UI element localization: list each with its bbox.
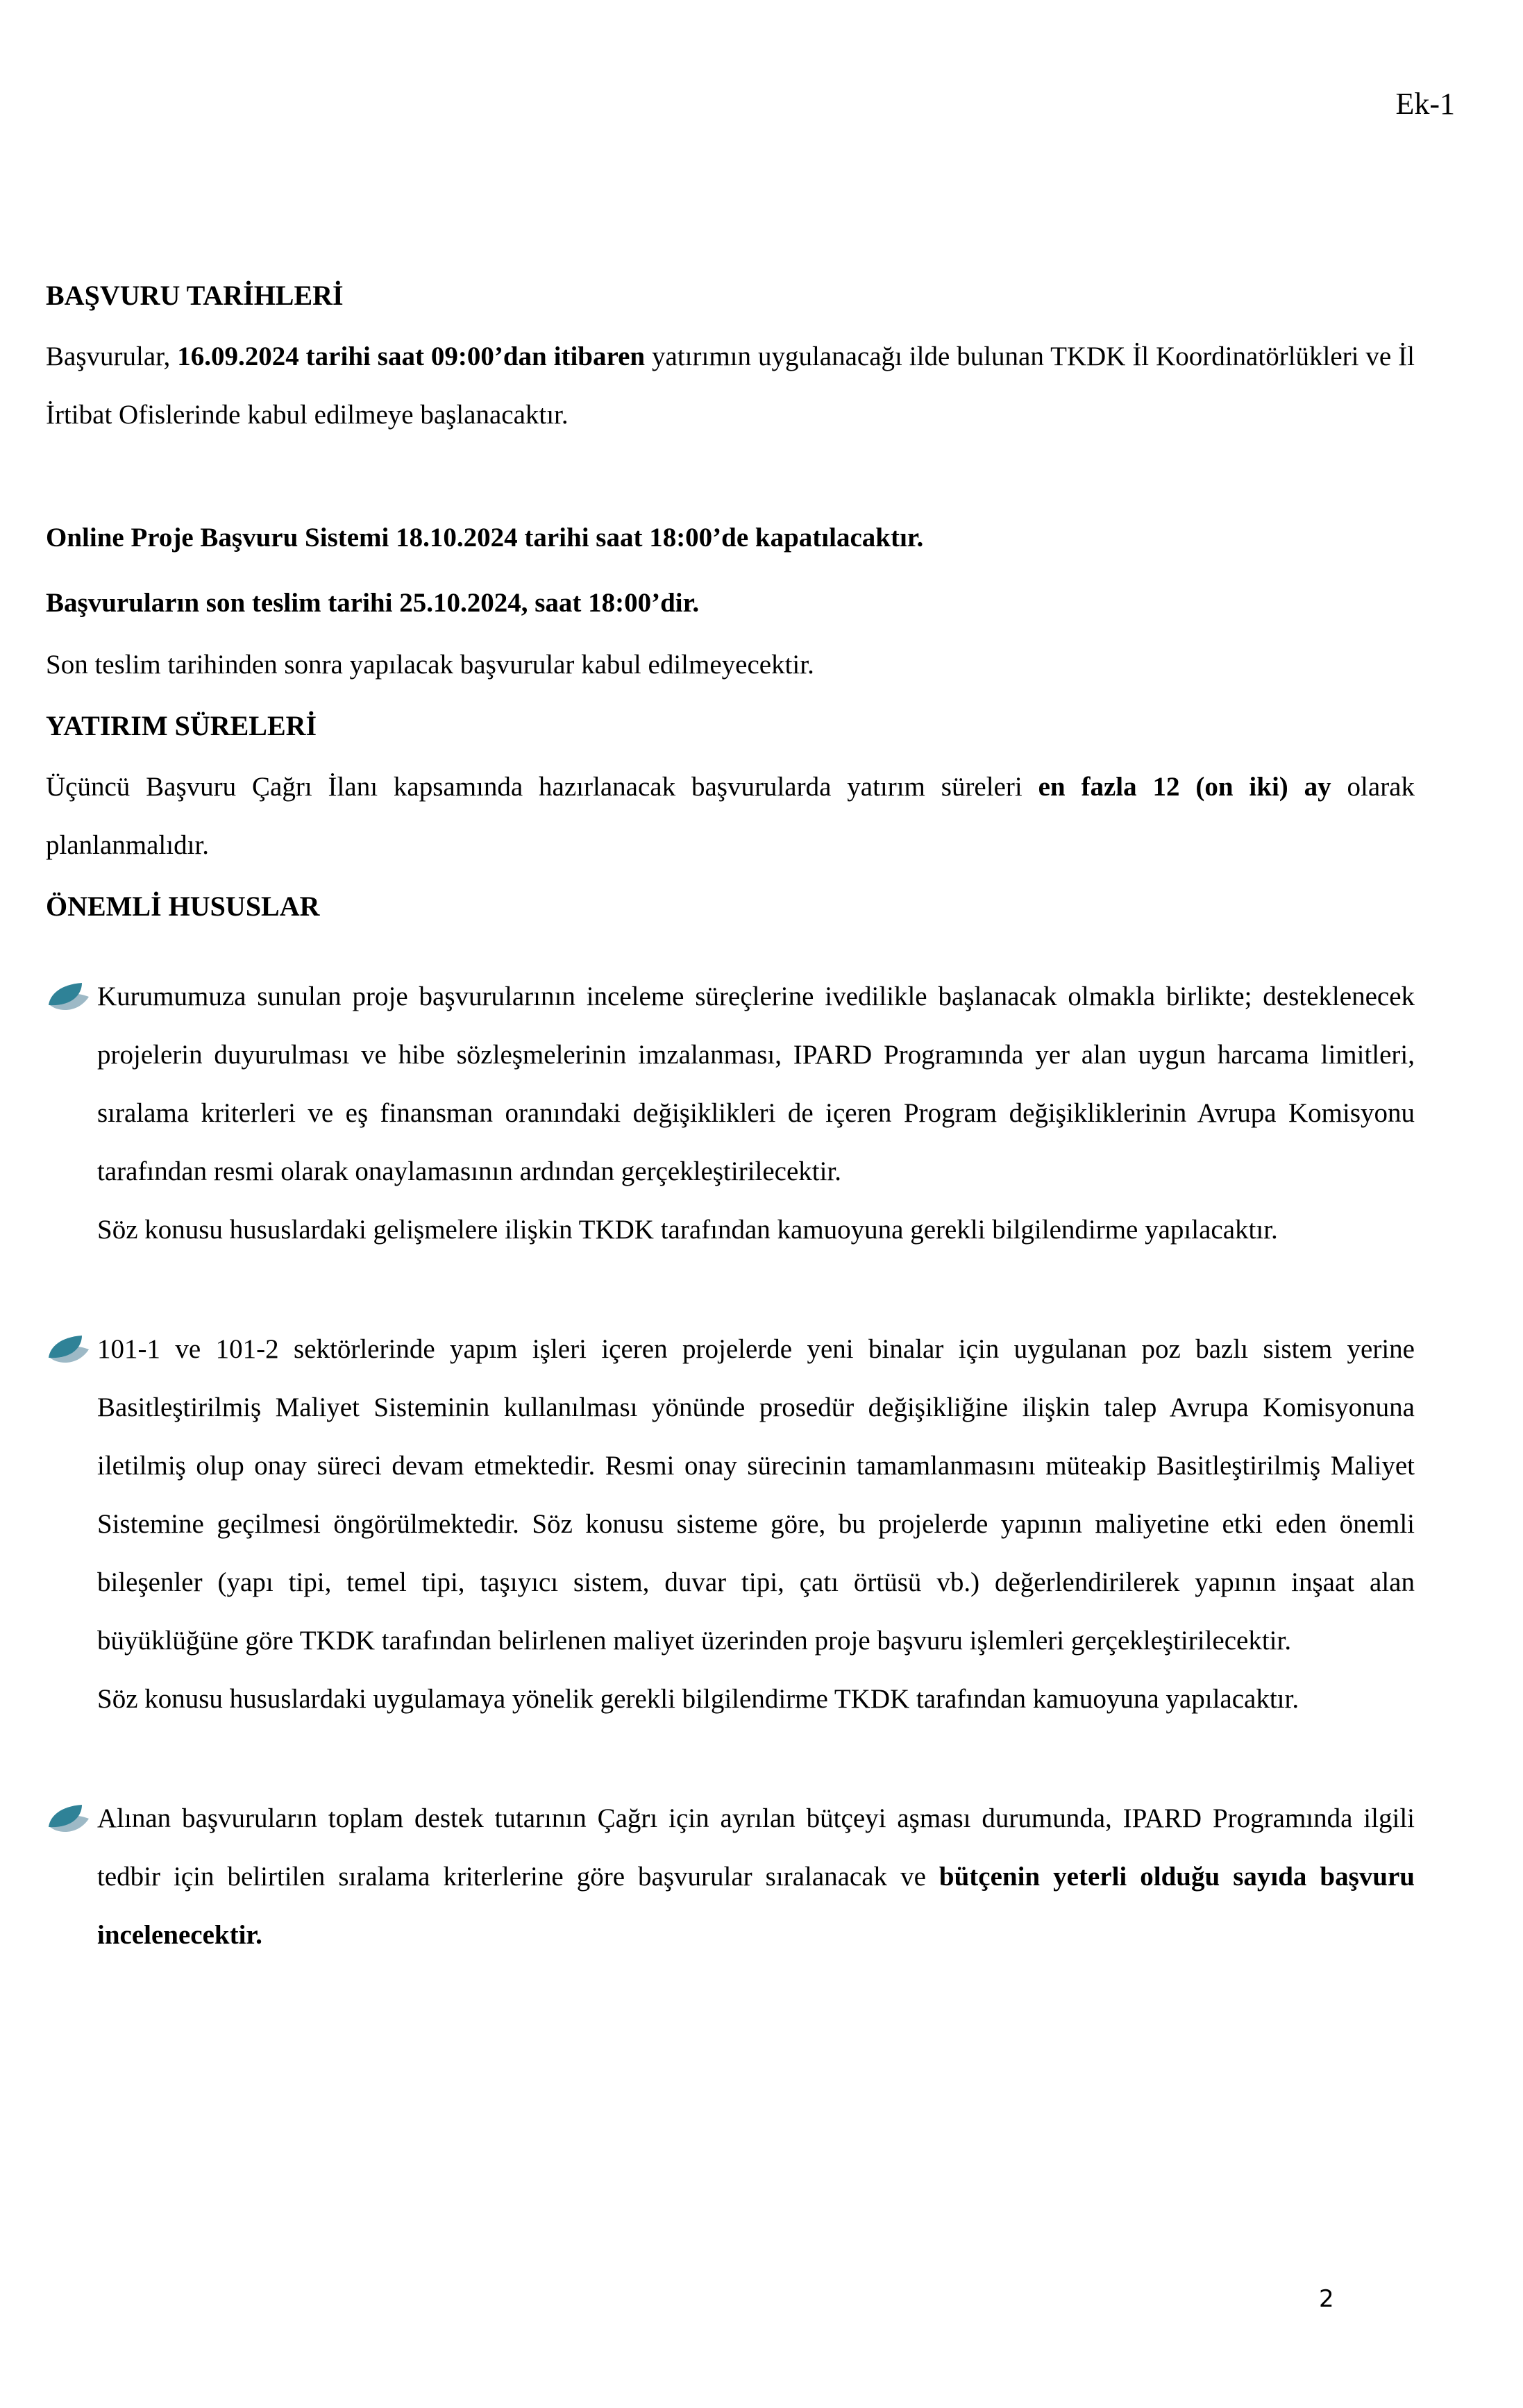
- application-start-suffix: yatırımın uygulanacağı ilde bulunan TKDK İl Koordinatörlükleri ve İl İrtibat Ofislerinde kabul edilmeye başlanacaktır.: [46, 342, 1415, 430]
- leaf-bullet-icon: [46, 1333, 90, 1366]
- important-note-paragraph: Söz konusu hususlardaki gelişmelere ilişkin TKDK tarafından kamuoyuna gerekli bilgilendirme yapılacaktır.: [97, 1215, 1278, 1245]
- investment-period-max: en fazla 12 (on iki) ay: [1038, 772, 1331, 802]
- late-submission-notice: Son teslim tarihinden sonra yapılacak başvurular kabul edilmeyecektir.: [46, 650, 814, 680]
- important-note-paragraph: 101-1 ve 101-2 sektörlerinde yapım işleri içeren projelerde yeni binalar için uygulanan poz bazlı sistem yerine Basitleştirilmiş Maliyet Sisteminin kullanılması yönünde prosedür değişikliğine ilişkin talep Avrupa Komisyonuna iletilmiş olup onay süreci devam etmektedir. Resmi onay sürecinin tamamlanmasını müteakip Basitleştirilmiş Maliyet Sistemine geçilmesi öngörülmektedir. Söz konusu sisteme göre, bu projelerde yapının maliyetine etki eden önemli bileşenler (yapı tipi, temel tipi, taşıyıcı sistem, duvar tipi, çatı örtüsü vb.) değerlendirilerek yapının inşaat alan büyüklüğüne göre TKDK tarafından belirlenen maliyet üzerinden proje başvuru işlemleri gerçekleştirilecektir.: [97, 1334, 1415, 1656]
- application-start-paragraph: [46, 328, 1415, 444]
- application-start-date: 16.09.2024 tarihi saat 09:00’dan itibaren: [177, 342, 646, 371]
- important-note-paragraph: Kurumumuza sunulan proje başvurularının inceleme süreçlerine ivedilikle başlanacak olmakla birlikte; desteklenecek projelerin duyurulması ve hibe sözleşmelerinin imzalanması, IPARD Programında yer alan uygun harcama limitleri, sıralama kriterleri ve eş finansman oranındaki değişiklikleri de içeren Program değişikliklerinin Avrupa Komisyonu tarafından resmi olarak onaylamasının ardından gerçekleştirilecektir.: [97, 982, 1415, 1186]
- document-body: [46, 278, 1415, 1964]
- budget-note-text: Alınan başvuruların toplam destek tutarının Çağrı için ayrılan bütçeyi aşması durumunda, IPARD Programında ilgili tedbir için belirtilen sıralama kriterlerine göre başvurular sıralanacak ve: [97, 1803, 1415, 1892]
- leaf-bullet-icon: [46, 1802, 90, 1835]
- important-note-item: [46, 1320, 1415, 1728]
- page-number: 2: [1319, 2285, 1334, 2313]
- section-title-investment-periods: YATIRIM SÜRELERİ: [46, 710, 317, 741]
- important-note-item: [46, 1790, 1415, 1964]
- important-note-item: [46, 968, 1415, 1259]
- section-application-dates: [46, 278, 1415, 694]
- online-system-close-notice: Online Proje Başvuru Sistemi 18.10.2024 tarihi saat 18:00’de kapatılacaktır.: [46, 523, 924, 553]
- section-title-important-notes: ÖNEMLİ HUSUSLAR: [46, 891, 320, 922]
- investment-period-paragraph: [46, 758, 1415, 875]
- submission-deadline: Başvuruların son teslim tarihi 25.10.2024, saat 18:00’dir.: [46, 588, 700, 618]
- investment-period-suffix: olarak planlanmalıdır.: [46, 772, 1415, 860]
- budget-note-emphasis: bütçenin yeterli olduğu sayıda başvuru incelenecektir.: [97, 1862, 1415, 1950]
- section-title-application-dates: BAŞVURU TARİHLERİ: [46, 280, 344, 311]
- section-investment-periods: [46, 708, 1415, 875]
- investment-period-prefix: Üçüncü Başvuru Çağrı İlanı kapsamında hazırlanacak başvurularda yatırım süreleri: [46, 772, 1038, 802]
- annex-label: Ek-1: [1395, 87, 1455, 121]
- important-note-paragraph: [97, 1790, 1415, 1964]
- important-note-paragraph: Söz konusu hususlardaki uygulamaya yönelik gerekli bilgilendirme TKDK tarafından kamuoyuna yapılacaktır.: [97, 1684, 1299, 1714]
- leaf-bullet-icon: [46, 980, 90, 1013]
- application-start-prefix: Başvurular,: [46, 342, 178, 371]
- section-important-notes: [46, 889, 1415, 1964]
